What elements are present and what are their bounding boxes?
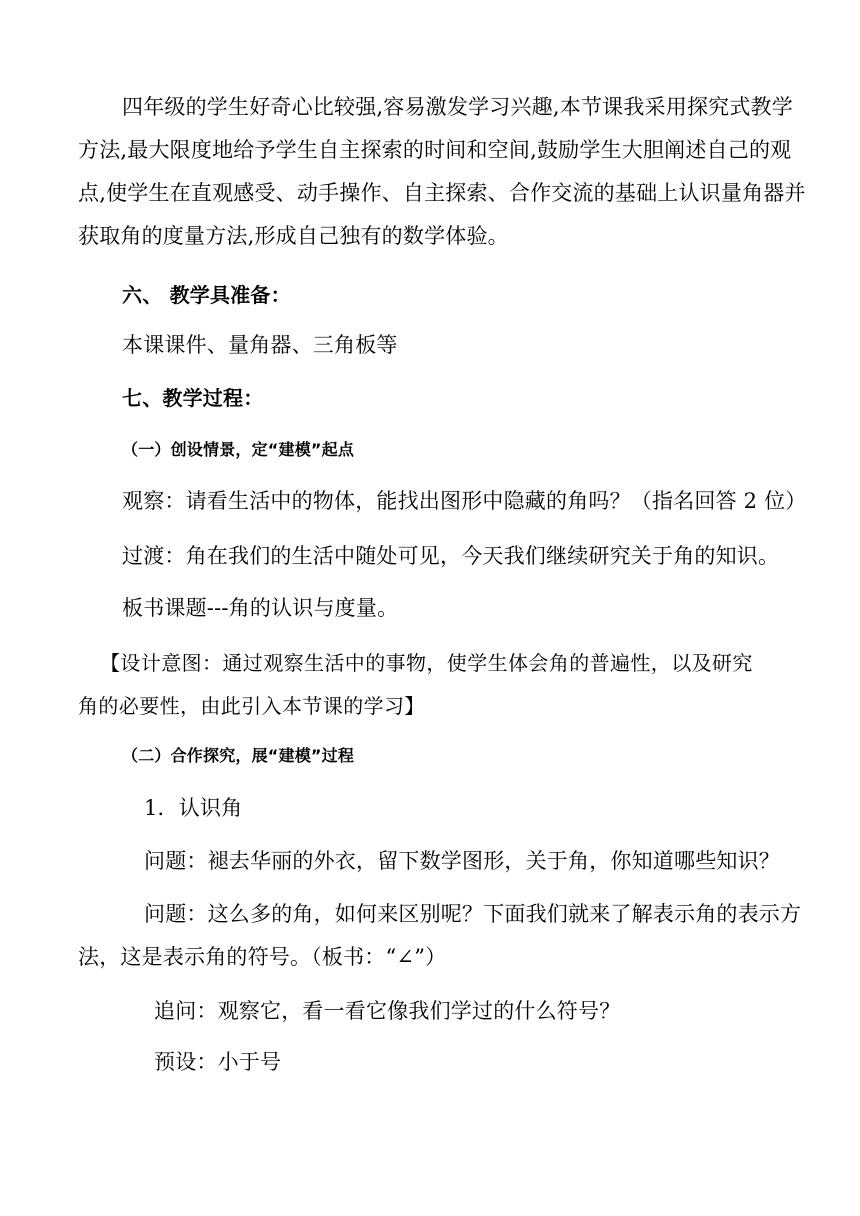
intro-paragraph-line-4: 获取角的度量方法,形成自己独有的数学体验。 bbox=[78, 224, 509, 248]
intro-paragraph-line-1: 四年级的学生好奇心比较强,容易激发学习兴趣,本节课我采用探究式教学 bbox=[122, 95, 793, 119]
part2-heading: （二）合作探究，展“建模”过程 bbox=[122, 746, 355, 765]
part1-transition: 过渡：角在我们的生活中随处可见，今天我们继续研究关于角的知识。 bbox=[122, 544, 780, 568]
design-intent-line-1: 【设计意图：通过观察生活中的事物，使学生体会角的普遍性，以及研究 bbox=[100, 651, 753, 675]
section6-heading: 六、 教学具准备： bbox=[122, 283, 291, 307]
question1: 问题：褪去华丽的外衣，留下数学图形，关于角，你知道哪些知识？ bbox=[144, 849, 780, 873]
part1-board: 板书课题---角的认识与度量。 bbox=[122, 596, 399, 620]
question2-line-1: 问题：这么多的角，如何来区别呢？下面我们就来了解表示角的表示方 bbox=[144, 902, 802, 926]
intro-paragraph-line-3: 点,使学生在直观感受、动手操作、自主探索、合作交流的基础上认识量角器并 bbox=[78, 181, 806, 205]
section7-heading: 七、教学过程： bbox=[122, 386, 264, 410]
part1-heading: （一）创设情景，定“建模”起点 bbox=[122, 440, 355, 459]
question2-line-2: 法，这是表示角的符号。（板书：“∠”） bbox=[78, 945, 447, 969]
design-intent-line-2: 角的必要性，由此引入本节课的学习】 bbox=[78, 694, 425, 718]
intro-paragraph-line-2: 方法,最大限度地给予学生自主探索的时间和空间,鼓励学生大胆阐述自己的观 bbox=[78, 138, 792, 162]
section6-content: 本课课件、量角器、三角板等 bbox=[122, 333, 398, 357]
part1-observe: 观察：请看生活中的物体，能找出图形中隐藏的角吗？（指名回答 2 位） bbox=[122, 489, 807, 513]
followup-question: 追问：观察它，看一看它像我们学过的什么符号？ bbox=[154, 999, 621, 1023]
preset-answer: 预设：小于号 bbox=[154, 1050, 282, 1074]
item1-title: 1．认识角 bbox=[144, 796, 243, 820]
